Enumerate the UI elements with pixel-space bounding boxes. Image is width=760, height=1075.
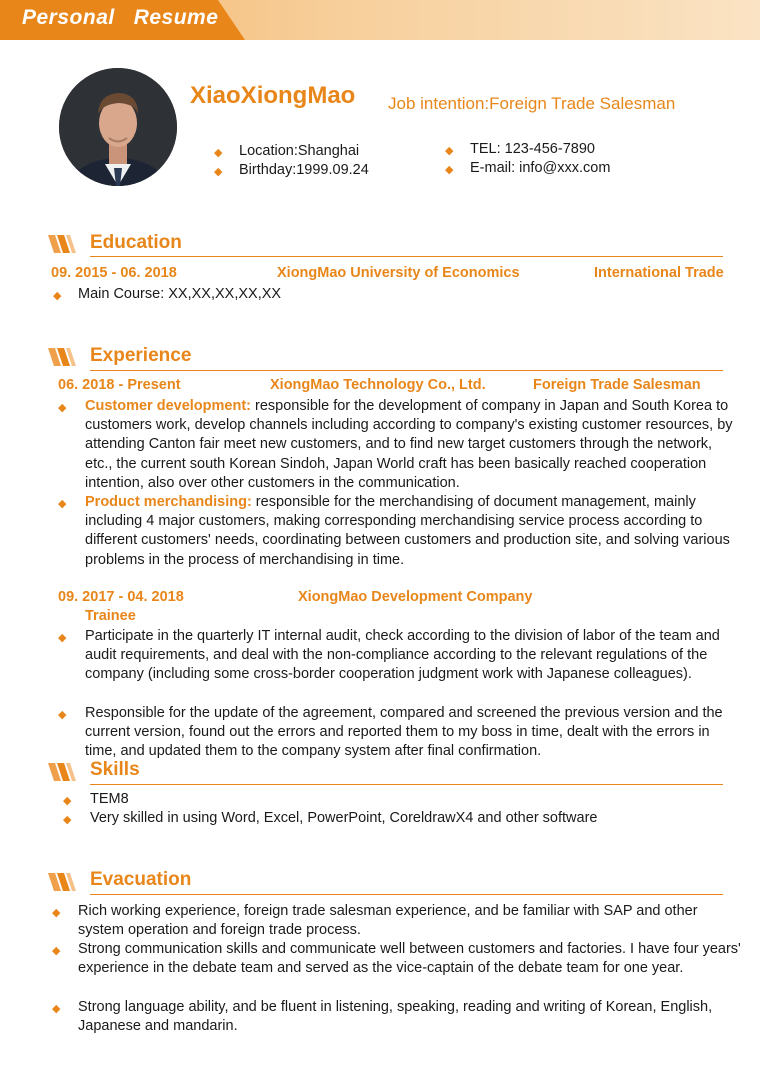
birthday-text: Birthday:1999.09.24 bbox=[239, 162, 369, 178]
section-title-experience: Experience bbox=[90, 345, 192, 366]
section-title-evaluation: Evacuation bbox=[90, 869, 192, 890]
evaluation-item-3-text: Strong language ability, and be fluent in listening, speaking, reading and writing of Korean, English, Japanese and mandarin. bbox=[78, 999, 713, 1035]
tel-text: TEL: 123-456-7890 bbox=[470, 141, 595, 157]
job1-item-2 bbox=[58, 493, 742, 570]
info-birthday bbox=[214, 162, 369, 178]
diamond-bullet-icon: ◆ bbox=[52, 945, 61, 957]
section-divider bbox=[90, 370, 723, 371]
evaluation-item-2 bbox=[52, 940, 742, 978]
job2-item-1-text: Participate in the quarterly IT internal audit, check according to the division of labor of the team and audit requirements, and deal with the non-compliance according to the relevant regulations of the company (including some cross-border cooperation judgment work with Japanese colleagues). bbox=[85, 628, 720, 683]
job1-period: 06. 2018 - Present bbox=[58, 377, 181, 393]
email-text: E-mail: info@xxx.com bbox=[470, 160, 611, 176]
section-divider bbox=[90, 784, 723, 785]
job2-item-2 bbox=[58, 704, 742, 762]
job1-item-2-text: responsible for the merchandising of document management, mainly including 4 major customers, making corresponding merchandising service process according to different customers' needs, coordinating between customers and production site, and solving various problems in the process of merchandising in time. bbox=[85, 494, 730, 568]
diamond-bullet-icon: ◆ bbox=[214, 147, 223, 159]
skill-item-1-text: TEM8 bbox=[90, 791, 129, 807]
info-email bbox=[445, 160, 610, 176]
job2-company: XiongMao Development Company bbox=[298, 589, 533, 605]
avatar bbox=[59, 68, 177, 186]
section-title-skills: Skills bbox=[90, 759, 140, 780]
section-divider bbox=[90, 256, 723, 257]
candidate-name: XiaoXiongMao bbox=[190, 82, 356, 109]
diamond-bullet-icon: ◆ bbox=[63, 814, 72, 826]
banner-title: Personal Resume bbox=[22, 6, 219, 29]
job1-item-1-label: Customer development: bbox=[85, 398, 251, 414]
job2-period: 09. 2017 - 04. 2018 bbox=[58, 589, 184, 605]
job1-item-1-text: responsible for the development of company in Japan and South Korea to customers work, develop channels including according to company's existing customer resources, by attending Canton fair meet new customers, and to find new target customers through the network, etc., the current south Korean Sindoh, Japan World craft has been basically reached cooperation intention, also over other customers in the communication. bbox=[85, 398, 733, 491]
diamond-bullet-icon: ◆ bbox=[53, 290, 62, 302]
education-period: 09. 2015 - 06. 2018 bbox=[51, 265, 177, 281]
job1-position: Foreign Trade Salesman bbox=[533, 377, 701, 393]
skill-item-1 bbox=[63, 790, 129, 809]
stripes-icon bbox=[48, 348, 76, 366]
stripes-icon bbox=[48, 763, 76, 781]
location-text: Location:Shanghai bbox=[239, 143, 360, 159]
education-school: XiongMao University of Economics bbox=[277, 265, 520, 281]
info-location bbox=[214, 143, 359, 159]
skill-item-2-text: Very skilled in using Word, Excel, PowerPoint, CoreldrawX4 and other software bbox=[90, 810, 598, 826]
evaluation-item-3 bbox=[52, 998, 742, 1036]
info-tel bbox=[445, 141, 595, 157]
diamond-bullet-icon: ◆ bbox=[52, 1003, 61, 1015]
job2-item-1 bbox=[58, 627, 742, 685]
evaluation-item-1-text: Rich working experience, foreign trade salesman experience, and be familiar with SAP and other system operation and foreign trade process. bbox=[78, 903, 698, 939]
education-major: International Trade bbox=[594, 265, 724, 281]
stripes-icon bbox=[48, 235, 76, 253]
skill-item-2 bbox=[63, 809, 597, 828]
section-title-education: Education bbox=[90, 232, 182, 253]
diamond-bullet-icon: ◆ bbox=[58, 402, 67, 414]
diamond-bullet-icon: ◆ bbox=[58, 632, 67, 644]
job1-company: XiongMao Technology Co., Ltd. bbox=[270, 377, 486, 393]
diamond-bullet-icon: ◆ bbox=[58, 498, 67, 510]
diamond-bullet-icon: ◆ bbox=[58, 709, 67, 721]
evaluation-item-1 bbox=[52, 902, 742, 940]
course-text: Main Course: XX,XX,XX,XX,XX bbox=[78, 286, 282, 302]
job2-item-2-text: Responsible for the update of the agreement, compared and screened the previous version and the current version, found out the errors and reported them to my boss in time, dealt with the errors in time, and updated them to the company system after final confirmation. bbox=[85, 705, 723, 760]
job1-item-2-label: Product merchandising: bbox=[85, 494, 252, 510]
diamond-bullet-icon: ◆ bbox=[445, 164, 454, 176]
diamond-bullet-icon: ◆ bbox=[445, 145, 454, 157]
diamond-bullet-icon: ◆ bbox=[52, 907, 61, 919]
diamond-bullet-icon: ◆ bbox=[63, 795, 72, 807]
education-course bbox=[53, 285, 281, 304]
stripes-icon bbox=[48, 873, 76, 891]
job1-item-1 bbox=[58, 397, 742, 493]
evaluation-item-2-text: Strong communication skills and communicate well between customers and factories. I have four years' experience in the debate team and served as the vice-captain of the debate team for one year. bbox=[78, 941, 741, 977]
diamond-bullet-icon: ◆ bbox=[214, 166, 223, 178]
job-intention: Job intention:Foreign Trade Salesman bbox=[388, 94, 676, 113]
section-divider bbox=[90, 894, 723, 895]
job2-position: Trainee bbox=[85, 608, 136, 624]
